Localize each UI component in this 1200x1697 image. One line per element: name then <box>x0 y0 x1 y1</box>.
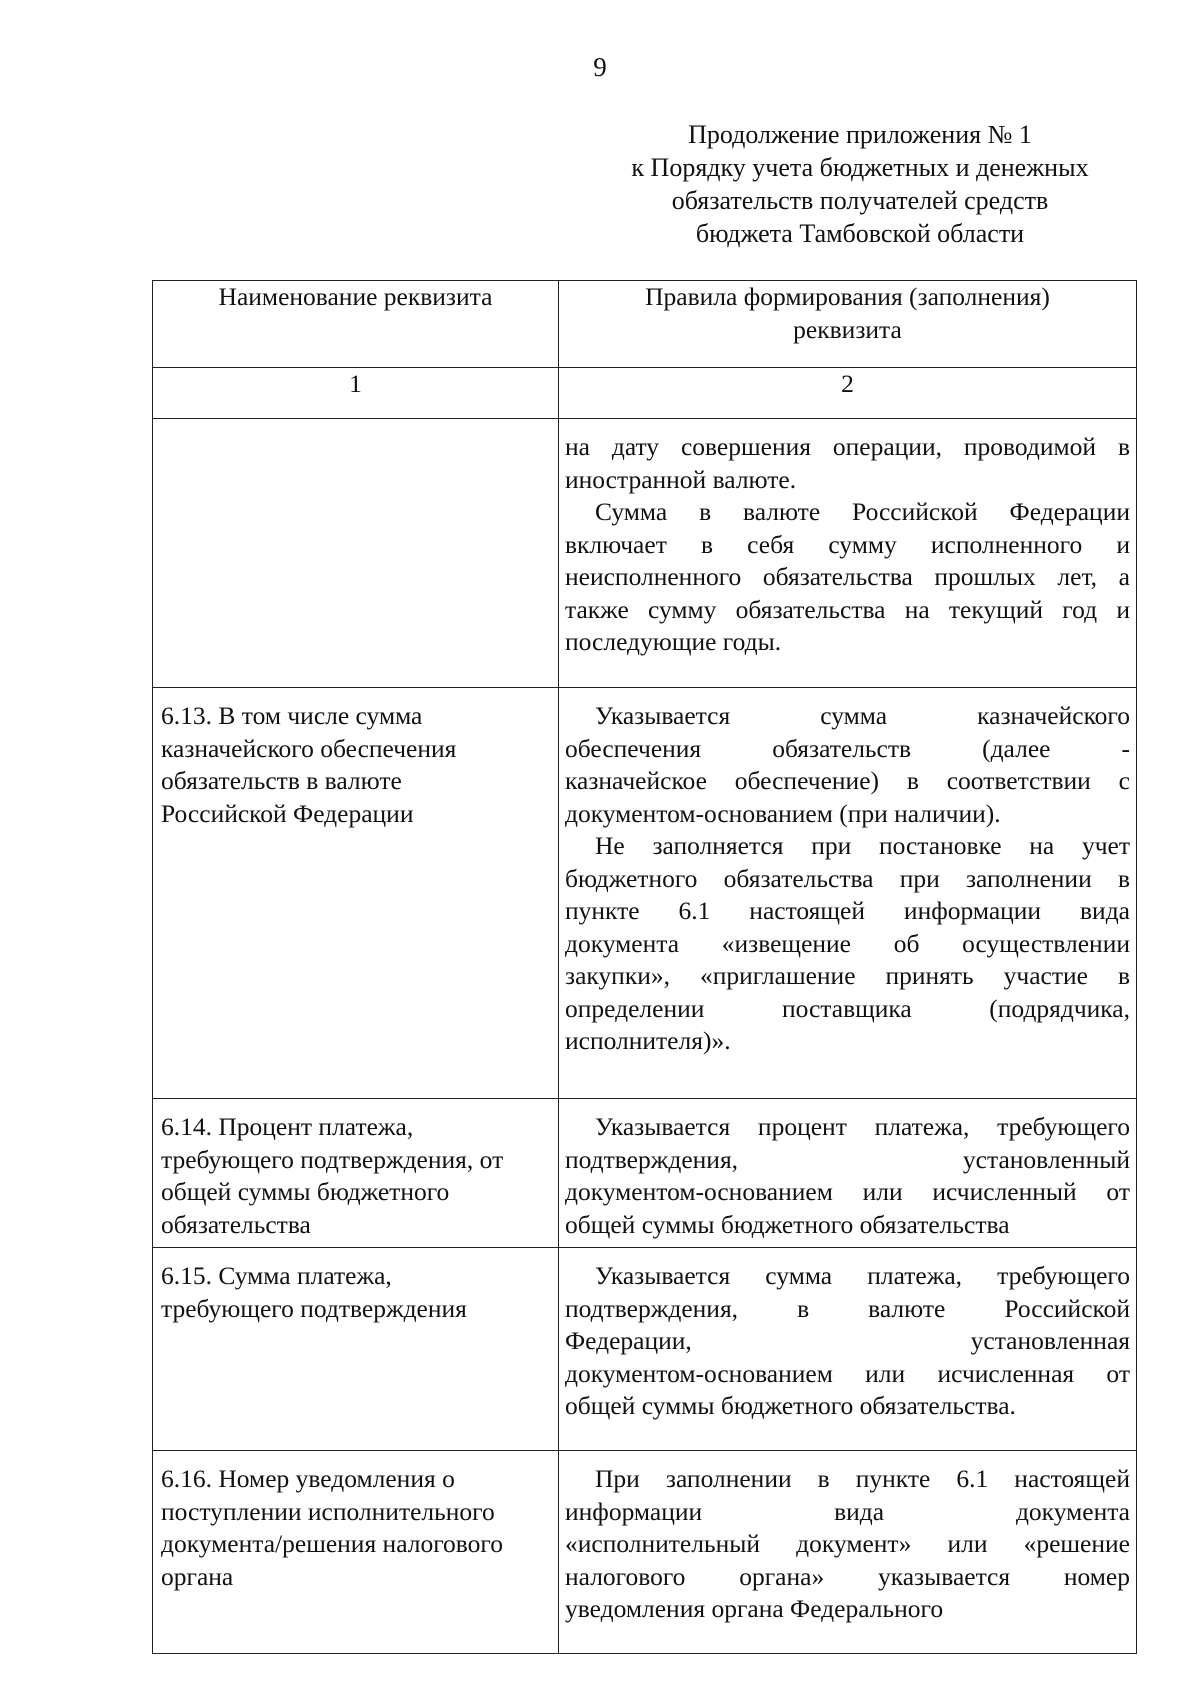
rule-line: Сумма в валюте Российской Федерации <box>595 497 1130 526</box>
rule-paragraph <box>565 496 1130 659</box>
requisite-name-line: 6.13. В том числе сумма <box>161 701 423 730</box>
rule-paragraph <box>565 431 1130 496</box>
appendix-header-line: обязательств получателей средств <box>671 186 1049 215</box>
rule-line: Федерации, установленная <box>565 1326 1130 1355</box>
table-row <box>153 1099 1137 1248</box>
column-header-rules-line: реквизита <box>793 314 902 344</box>
rule-line: При заполнении в пункте 6.1 настоящей <box>595 1464 1130 1493</box>
requisite-name-cell <box>153 419 559 688</box>
rule-line: неисполненного обязательства прошлых лет, а <box>565 562 1130 591</box>
rule-line: пункте 6.1 настоящей информации вида <box>565 896 1130 925</box>
rule-line: документа «извещение об осуществлении <box>565 928 1130 958</box>
appendix-header <box>590 118 1130 250</box>
rule-line: иностранной валюте. <box>565 464 797 494</box>
table-row <box>153 1248 1137 1451</box>
rule-line: Указывается процент платежа, требующего <box>595 1112 1130 1141</box>
column-number-2: 2 <box>559 368 1137 419</box>
table-row <box>153 419 1137 688</box>
requisite-name-cell <box>153 1451 559 1654</box>
rule-line: закупки», «приглашение принять участие в <box>565 961 1130 990</box>
column-header-rules <box>559 281 1137 368</box>
rule-line: документом-основанием (при наличии). <box>565 798 1001 828</box>
appendix-header-line: бюджета Тамбовской области <box>695 219 1025 248</box>
rule-line: включает в себя сумму исполненного и <box>565 529 1130 559</box>
rule-line: налогового органа» указывается номер <box>565 1561 1130 1591</box>
requisite-name-line: общей суммы бюджетного <box>161 1177 450 1206</box>
page-number: 9 <box>593 52 607 82</box>
requisite-name-line: 6.16. Номер уведомления о <box>161 1464 455 1493</box>
requisite-rule-cell <box>559 1099 1137 1248</box>
requisite-name-line: Российской Федерации <box>161 798 414 828</box>
rule-line: бюджетного обязательства при заполнении в <box>565 863 1130 893</box>
requisite-name-line: поступлении исполнительного <box>161 1496 495 1526</box>
requisite-name-cell <box>153 688 559 1099</box>
requisite-rule-cell <box>559 1248 1137 1451</box>
rule-line: также сумму обязательства на текущий год и <box>565 594 1130 624</box>
rule-line: Указывается сумма казначейского <box>595 701 1130 730</box>
rule-line: последующие годы. <box>565 627 782 656</box>
rule-line: документом-основанием или исчисленный от <box>565 1177 1130 1206</box>
rule-paragraph <box>565 1111 1130 1241</box>
column-number-1: 1 <box>153 368 559 419</box>
requisite-rule-cell <box>559 688 1137 1099</box>
requisite-name-cell <box>153 1248 559 1451</box>
requisite-rule-cell <box>559 419 1137 688</box>
rule-line: общей суммы бюджетного обязательства. <box>565 1391 1016 1420</box>
rule-line: казначейское обеспечение) в соответствии с <box>565 766 1130 795</box>
rule-line: общей суммы бюджетного обязательства <box>565 1209 1010 1239</box>
rule-line: подтверждения, в валюте Российской <box>565 1293 1130 1323</box>
requisite-name-line: казначейского обеспечения <box>161 733 457 763</box>
rule-line: документом-основанием или исчисленная от <box>565 1358 1130 1388</box>
requisite-name-line: требующего подтверждения, от <box>161 1144 504 1174</box>
requisite-name-line: обязательств в валюте <box>161 766 402 795</box>
rule-line: «исполнительный документ» или «решение <box>565 1529 1130 1558</box>
rule-line: Указывается сумма платежа, требующего <box>595 1261 1130 1290</box>
rule-line: информации вида документа <box>565 1496 1130 1526</box>
rule-line: подтверждения, установленный <box>565 1144 1130 1174</box>
requisite-name-cell <box>153 1099 559 1248</box>
requisite-name-line: 6.14. Процент платежа, <box>161 1112 414 1141</box>
requisites-table <box>152 280 1137 1654</box>
requisite-name-line: требующего подтверждения <box>161 1293 467 1323</box>
requisite-name-line: обязательства <box>161 1209 311 1239</box>
column-number-row <box>153 368 1137 419</box>
appendix-header-line: к Порядку учета бюджетных и денежных <box>631 153 1089 182</box>
requisite-rule-cell <box>559 1451 1137 1654</box>
requisite-name-line: документа/решения налогового <box>161 1529 503 1558</box>
requisite-name-line: органа <box>161 1561 234 1591</box>
rule-paragraph <box>565 1260 1130 1423</box>
rule-line: уведомления органа Федерального <box>565 1594 944 1623</box>
rule-line: Не заполняется при постановке на учет <box>595 831 1130 860</box>
table-row <box>153 1451 1137 1654</box>
rule-line: определении поставщика (подрядчика, <box>565 993 1130 1023</box>
column-header-name: Наименование реквизита <box>153 281 559 368</box>
rule-line: обеспечения обязательств (далее - <box>565 733 1130 763</box>
rule-paragraph <box>565 830 1130 1058</box>
column-header-rules-line: Правила формирования (заполнения) <box>645 282 1050 311</box>
table-body <box>153 419 1137 1654</box>
rule-line: исполнителя)». <box>565 1026 731 1055</box>
rule-paragraph <box>565 700 1130 830</box>
rule-line: на дату совершения операции, проводимой в <box>565 432 1130 461</box>
appendix-header-line: Продолжение приложения № 1 <box>688 120 1032 149</box>
requisite-name-line: 6.15. Сумма платежа, <box>161 1261 392 1290</box>
table-header-row <box>153 281 1137 368</box>
table-row <box>153 688 1137 1099</box>
rule-paragraph <box>565 1463 1130 1626</box>
